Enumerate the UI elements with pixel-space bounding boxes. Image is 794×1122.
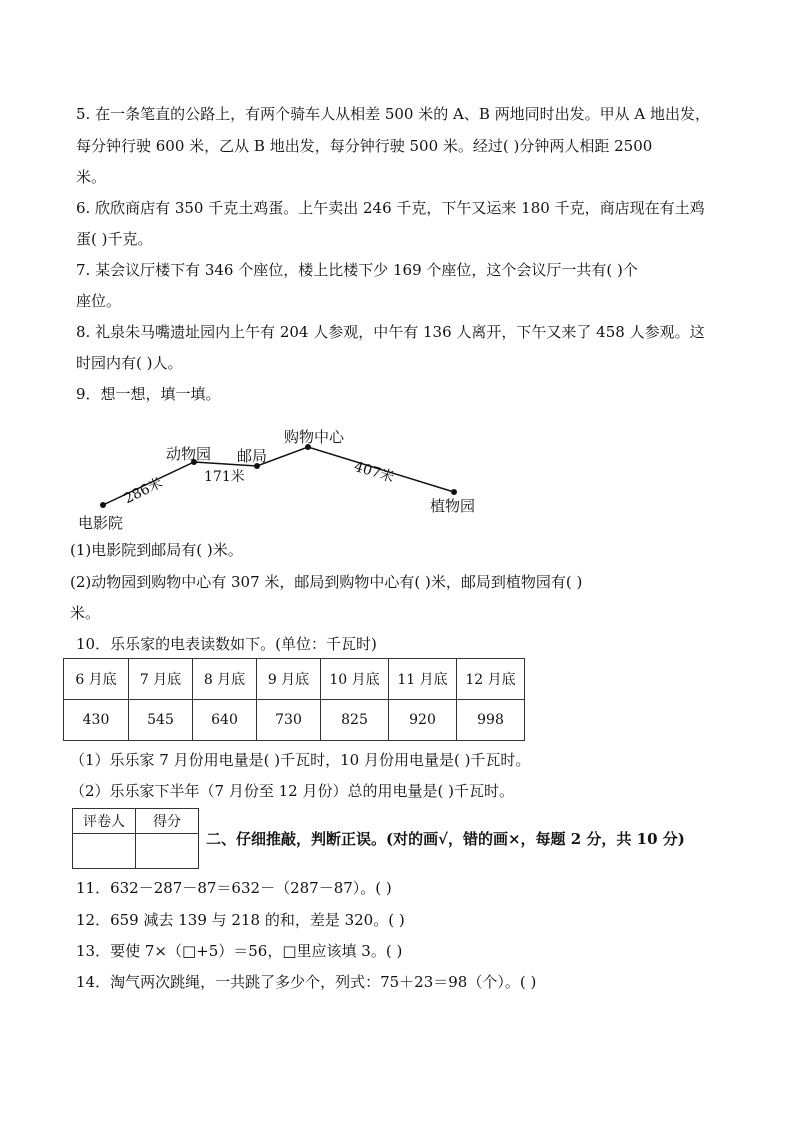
place-label-botanic-garden: 植物园	[430, 497, 476, 515]
question-12: 12．659 减去 139 与 218 的和，差是 320。( )	[76, 911, 405, 929]
q5-line-1: 5. 在一条笔直的公路上，有两个骑车人从相差 500 米的 A、B 两地同时出发。甲从 A 地出发，	[76, 105, 711, 123]
table-header-cell: 8 月底	[193, 659, 257, 700]
meter-reading-table	[63, 658, 525, 741]
table-cell: 998	[457, 700, 525, 741]
score-box	[72, 808, 199, 869]
q9-part-1: (1)电影院到邮局有( )米。	[70, 541, 243, 559]
distance-label-407: 407米	[352, 458, 396, 487]
table-header-row	[64, 659, 525, 700]
route-map	[0, 0, 794, 540]
place-label-mall: 购物中心	[284, 428, 345, 446]
q7-line-1: 7. 某会议厅楼下有 346 个座位，楼上比楼下少 169 个座位，这个会议厅一共有( )个	[76, 261, 638, 279]
q10-sub-2: （2）乐乐家下半年（7 月份至 12 月份）总的用电量是( )千瓦时。	[70, 782, 514, 800]
q8-line-1: 8. 礼泉朱马嘴遗址园内上午有 204 人参观，中午有 136 人离开，下午又来了 458 人参观。这	[76, 323, 705, 341]
q5-line-3: 米。	[76, 168, 107, 186]
q8-line-2: 时园内有( )人。	[76, 354, 183, 372]
q9-title: 9．想一想，填一填。	[76, 385, 221, 403]
place-label-zoo: 动物园	[166, 445, 212, 463]
q10-sub-1: （1）乐乐家 7 月份用电量是( )千瓦时，10 月份用电量是( )千瓦时。	[70, 751, 531, 769]
table-row	[64, 700, 525, 741]
q6-line-1: 6. 欣欣商店有 350 千克土鸡蛋。上午卖出 246 千克，下午又运来 180 千克，商店现在有土鸡	[76, 199, 705, 217]
question-13: 13．要使 7×（□+5）＝56，□里应该填 3。( )	[76, 942, 403, 960]
table-header-cell: 10 月底	[321, 659, 389, 700]
score-cell	[136, 834, 199, 869]
grader-label: 评卷人	[73, 809, 136, 834]
table-header-cell: 6 月底	[64, 659, 129, 700]
table-cell: 640	[193, 700, 257, 741]
q10-title: 10．乐乐家的电表读数如下。(单位：千瓦时)	[76, 635, 377, 653]
table-cell: 545	[129, 700, 193, 741]
place-label-post-office: 邮局	[237, 447, 268, 465]
score-label: 得分	[136, 809, 199, 834]
node-botanic-garden	[451, 489, 457, 495]
table-header-cell: 7 月底	[129, 659, 193, 700]
table-header-cell: 11 月底	[389, 659, 457, 700]
table-cell: 430	[64, 700, 129, 741]
distance-label-286: 286米	[121, 475, 166, 508]
place-label-cinema: 电影院	[78, 514, 124, 532]
table-cell: 730	[257, 700, 321, 741]
q7-line-2: 座位。	[76, 292, 122, 310]
grader-cell	[73, 834, 136, 869]
table-cell: 920	[389, 700, 457, 741]
distance-label-171: 171米	[204, 469, 245, 485]
table-header-cell: 12 月底	[457, 659, 525, 700]
table-header-cell: 9 月底	[257, 659, 321, 700]
q6-line-2: 蛋( )千克。	[76, 230, 153, 248]
section-2-heading: 二、仔细推敲，判断正误。(对的画√，错的画×，每题 2 分，共 10 分)	[206, 830, 685, 848]
question-11: 11．632－287－87＝632－（287－87）。( )	[76, 879, 392, 897]
table-cell: 825	[321, 700, 389, 741]
q9-part-2-line-1: (2)动物园到购物中心有 307 米，邮局到购物中心有( )米，邮局到植物园有( )	[70, 573, 583, 591]
question-14: 14．淘气两次跳绳，一共跳了多少个，列式：75＋23＝98（个）。( )	[76, 973, 537, 991]
q9-part-2-line-2: 米。	[70, 604, 101, 622]
node-cinema	[100, 502, 106, 508]
q5-line-2: 每分钟行驶 600 米，乙从 B 地出发，每分钟行驶 500 米。经过( )分钟两人相距 2500	[76, 137, 653, 155]
